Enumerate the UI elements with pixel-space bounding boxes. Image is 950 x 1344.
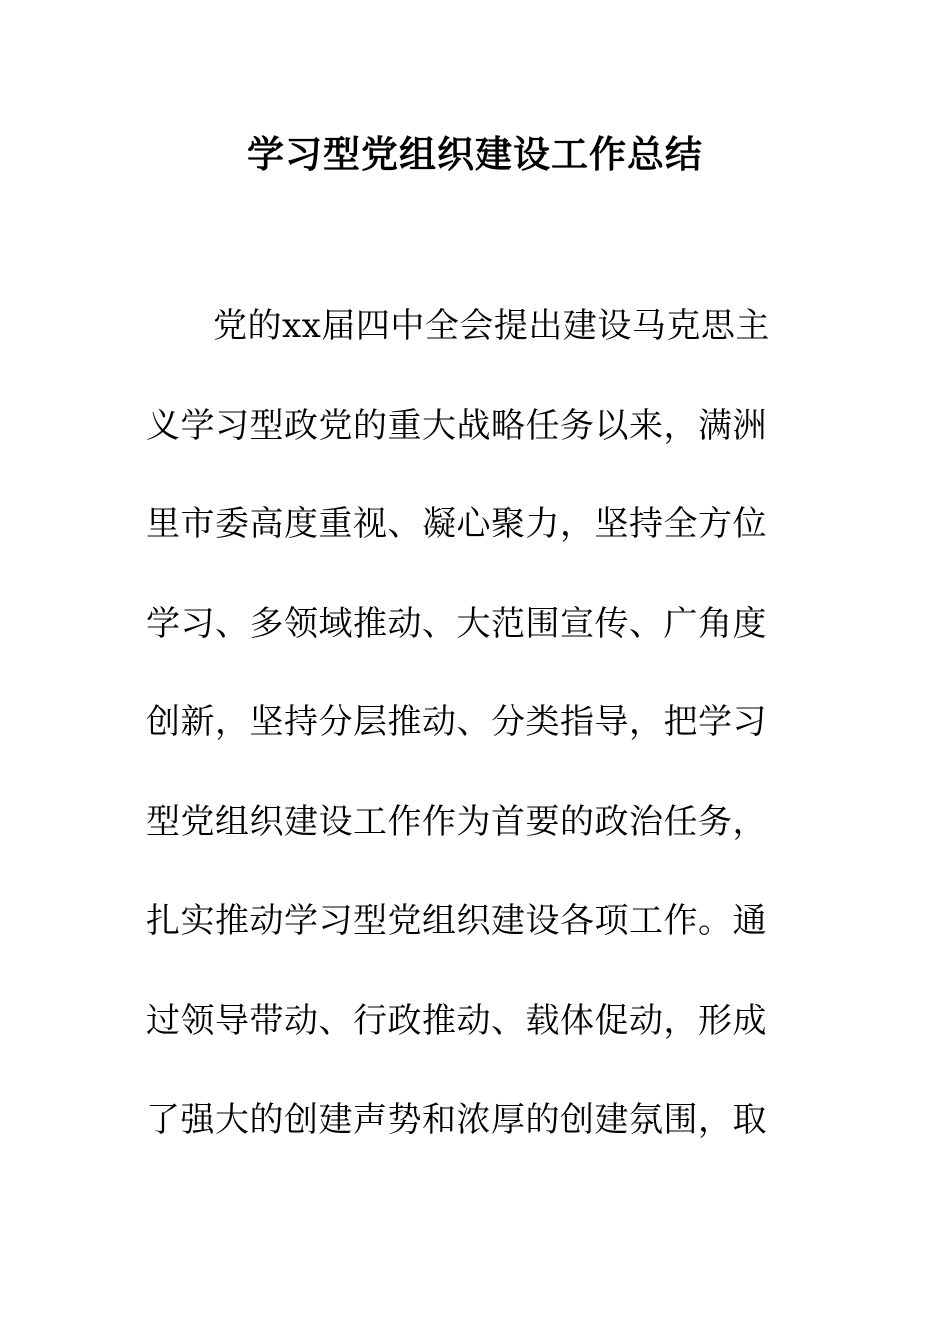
- paragraph-line: 义学习型政党的重大战略任务以来，满洲: [146, 406, 767, 446]
- paragraph-line: 里市委高度重视、凝心聚力，坚持全方位: [146, 504, 767, 544]
- paragraph-line: 党的xx届四中全会提出建设马克思主: [213, 306, 770, 346]
- paragraph-line: 型党组织建设工作作为首要的政治任务，: [146, 802, 767, 842]
- paragraph-line: 创新，坚持分层推动、分类指导，把学习: [146, 702, 767, 742]
- paragraph-line: 扎实推动学习型党组织建设各项工作。通: [146, 901, 767, 941]
- paragraph-line: 过领导带动、行政推动、载体促动，形成: [146, 1001, 767, 1041]
- paragraph-line: 学习、多领域推动、大范围宣传、广角度: [146, 604, 767, 644]
- paragraph-line: 了强大的创建声势和浓厚的创建氛围，取: [146, 1100, 767, 1140]
- document-title: 学习型党组织建设工作总结: [247, 132, 703, 176]
